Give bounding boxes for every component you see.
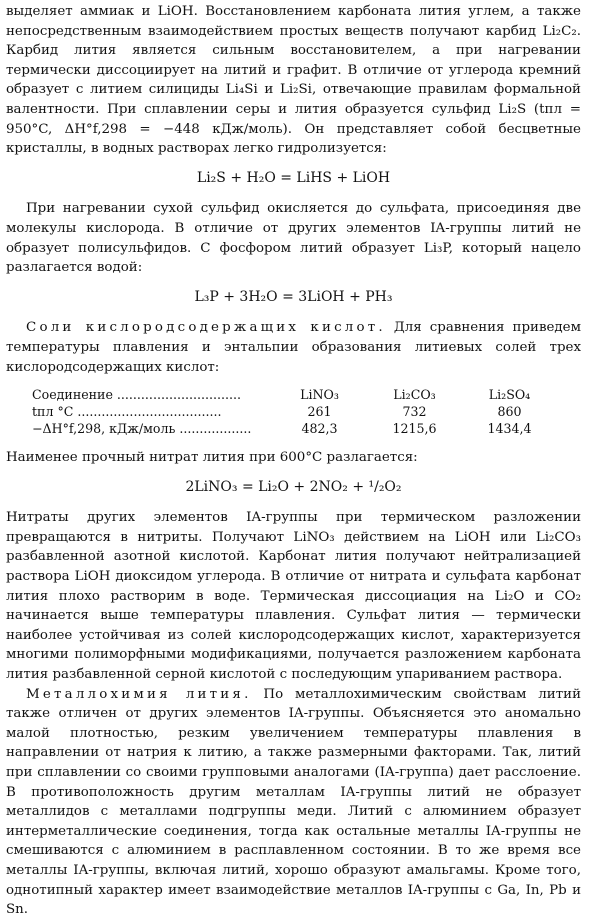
paragraph-metallochemistry <box>6 685 581 920</box>
paragraph-oxyacid-salts <box>6 318 581 377</box>
equation-li2s-hydrolysis: Li₂S + H₂O = LiHS + LiOH <box>196 169 391 186</box>
table-cell: 860 <box>497 404 522 420</box>
equation-nitrate-decomposition: 2LiNO₃ = Li₂O + 2NO₂ + ¹/₂O₂ <box>185 478 402 495</box>
table-compound-header: Li₂CO₃ <box>393 387 436 403</box>
table-header-label: Соединение ............................... <box>32 387 242 403</box>
section-heading-oxyacid-salts: Соли кислородсодержащих кислот. <box>26 320 386 336</box>
table-cell: 261 <box>307 404 332 420</box>
table-cell: 482,3 <box>301 421 338 437</box>
table-cell: 732 <box>402 404 427 420</box>
table-row-label: −ΔH°f,298, кДж/моль .................. <box>32 421 252 437</box>
paragraph-metallochemistry-text: По металлохимическим свойствам литий также отличен от других элементов IA-группы. Объясняется это аномально малой плотностью, резким увеличением температуры плавления в направлении от натрия к литию, а также размерными факторами. Так, литий при сплавлении со своими групповыми аналогами (IA-группа) дает расслоение. В противоположность другим металлам IA-группы литий не образует металлидов с металлами подгруппы меди. Литий с алюминием образует интерметаллические соединения, тогда как остальные металлы IA-группы не смешиваются с алюминием в расплавленном состоянии. В то же время все металлы IA-группы, включая литий, хорошо образуют амальгамы. Кроме того, однотипный характер имеет взаимодействие металлов IA-группы с Ga, In, Pb и Sn. <box>6 686 581 918</box>
properties-table <box>32 386 557 437</box>
table-header-row <box>32 386 557 403</box>
paragraph-nitrate-decomposition: Наименее прочный нитрат лития при 600°C разлагается: <box>6 450 418 466</box>
paragraph-sulfide-oxidation: При нагревании сухой сульфид окисляется до сульфата, присоединяя две молекулы кислорода. В отличие от других элементов IA-группы литий не образует полисульфидов. С фосфором литий образует Li₃P, который нацело разлагается водой: <box>6 201 581 276</box>
table-row-label: tпл °C .................................... <box>32 404 222 420</box>
table-row <box>32 420 557 437</box>
table-cell: 1434,4 <box>487 421 532 437</box>
paragraph-oxyacid-salts-text: Для сравнения приведем температуры плавления и энтальпии образования литиевых солей трех кислородсодержащих кислот: <box>6 320 582 375</box>
table-cell: 1215,6 <box>392 421 437 437</box>
paragraph-nitrates-carbonates: Нитраты других элементов IA-группы при термическом разложении превращаются в нитриты. Получают LiNO₃ действием на LiOH или Li₂CO₃ разбавленной азотной кислотой. Карбонат лития получают нейтрализацией раствора LiOH диоксидом углерода. В отличие от нитрата и сульфата карбонат лития плохо растворим в воде. Термическая диссоциация на Li₂O и CO₂ начинается выше температуры плавления. Сульфат лития — термически наиболее устойчивая из солей кислородсодержащих кислот, характеризуется многими полиморфными модификациями, получается разложением карбоната лития разбавленной серной кислотой с последующим упариванием раствора. <box>6 510 581 683</box>
paragraph-carbide-sulfide: выделяет аммиак и LiOH. Восстановлением карбоната лития углем, а также непосредственным взаимодействием простых веществ получают карбид Li₂C₂. Карбид лития является сильным восстановителем, а при нагревании термически диссоциирует на литий и графит. В отличие от углерода кремний образует с литием силициды Li₄Si и Li₂Si, отвечающие правилам формальной валентности. При сплавлении серы и лития образуется сульфид Li₂S (tпл = 950°C, ΔH°f,298 = −448 кДж/моль). Он представляет собой бесцветные кристаллы, в водных растворах легко гидролизуется: <box>6 4 581 157</box>
table-row <box>32 403 557 420</box>
section-heading-metallochemistry: Металлохимия лития. <box>26 686 252 702</box>
equation-li3p-hydrolysis: L₃P + 3H₂O = 3LiOH + PH₃ <box>194 288 393 305</box>
table-compound-header: LiNO₃ <box>300 387 339 403</box>
table-compound-header: Li₂SO₄ <box>488 387 531 403</box>
